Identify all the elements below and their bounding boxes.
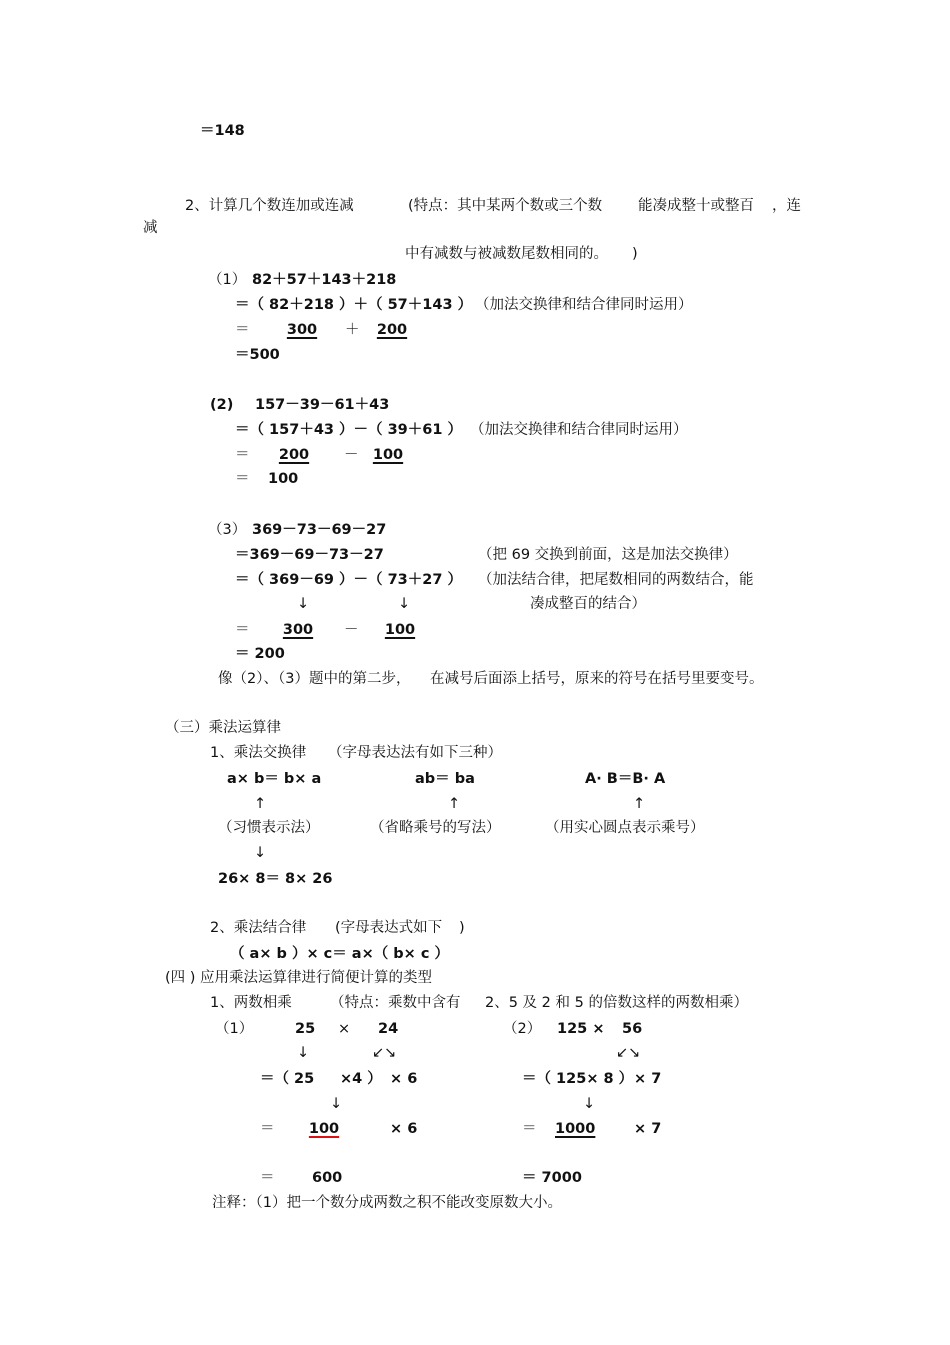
- text-line: （加法结合律，把尾数相同的两数结合，能: [478, 572, 754, 588]
- text-line: (字母表达式如下: [335, 920, 443, 936]
- text-line: ↙↘: [616, 1045, 641, 1061]
- text-line: ↓: [254, 845, 267, 861]
- text-line: ＝ 7000: [522, 1170, 582, 1186]
- text-line: （省略乘号的写法）: [370, 820, 501, 836]
- text-line: （2）: [503, 1021, 542, 1037]
- text-line: × 6: [390, 1121, 418, 1137]
- text-line: （加法交换律和结合律同时运用）: [470, 422, 688, 438]
- text-line: ↓: [330, 1096, 343, 1112]
- text-line: （特点：乘数中含有: [330, 995, 461, 1011]
- text-line: （习惯表示法）: [218, 820, 320, 836]
- text-line: 100: [372, 447, 404, 463]
- text-line: 2、5 及 2 和 5 的倍数这样的两数相乘）: [485, 995, 748, 1011]
- text-line: 200: [278, 447, 310, 463]
- text-line: ＝: [522, 1121, 537, 1137]
- text-line: 100: [308, 1121, 340, 1137]
- text-line: (特点：其中某两个数或三个数: [408, 198, 603, 214]
- text-line: ＝: [235, 447, 250, 463]
- text-line: ＝（ 25: [260, 1071, 315, 1087]
- text-line: ): [459, 920, 465, 936]
- text-line: （ a× b ）× c＝ a×（ b× c ）: [230, 946, 450, 962]
- text-line: ↓: [297, 596, 310, 612]
- text-line: 157－39－61＋43: [255, 397, 390, 413]
- text-line: ↑: [254, 796, 267, 812]
- text-line: （把 69 交换到前面，这是加法交换律）: [478, 547, 738, 563]
- text-line: ＝（ 125× 8 ）: [522, 1071, 634, 1087]
- text-line: －: [344, 447, 359, 463]
- text-line: 369－73－69－27: [252, 522, 387, 538]
- text-line: ＝500: [235, 347, 280, 363]
- text-line: × 6: [390, 1071, 418, 1087]
- text-line: 82＋57＋143＋218: [252, 272, 397, 288]
- text-line: 在减号后面添上括号，原来的符号在括号里要变号。: [430, 671, 764, 687]
- text-line: ＝ 200: [235, 646, 285, 662]
- text-line: 300: [286, 322, 318, 338]
- text-line: 125 ×: [557, 1021, 605, 1037]
- text-line: ×: [338, 1021, 351, 1037]
- text-line: －: [344, 622, 359, 638]
- text-line: 像（2）、（3）题中的第二步，: [218, 671, 411, 687]
- text-line: （字母表达法有如下三种）: [328, 745, 502, 761]
- text-line: ): [632, 246, 638, 262]
- text-line: （1）: [208, 272, 247, 288]
- text-line: ＝369－69－73－27: [235, 547, 384, 563]
- text-line: （用实心圆点表示乘号）: [545, 820, 705, 836]
- text-line: A· B＝B· A: [585, 771, 666, 787]
- text-line: ab＝ ba: [415, 771, 475, 787]
- text-line: ＝（ 157＋43 ）－（ 39＋61 ）: [235, 422, 462, 438]
- text-line: ＋: [345, 322, 360, 338]
- text-line: ＝（ 369－69 ）－（ 73＋27 ）: [235, 572, 462, 588]
- text-line: ＝: [235, 322, 250, 338]
- text-line: 200: [376, 322, 408, 338]
- text-line: ＝（ 82＋218 ）＋（ 57＋143 ）: [235, 297, 473, 313]
- text-line: ↑: [633, 796, 646, 812]
- text-line: ＝: [260, 1121, 275, 1137]
- text-line: 600: [312, 1170, 343, 1186]
- text-line: 26× 8＝ 8× 26: [218, 871, 333, 887]
- text-line: × 7: [634, 1121, 662, 1137]
- text-line: 25: [295, 1021, 316, 1037]
- text-line: 中有减数与被减数尾数相同的。: [405, 246, 608, 262]
- text-line: （3）: [208, 522, 247, 538]
- text-line: ＝148: [200, 123, 245, 139]
- text-line: (四 ) 应用乘法运算律进行简便计算的类型: [165, 970, 433, 986]
- text-line: 注释：（1）把一个数分成两数之积不能改变原数大小。: [212, 1195, 562, 1211]
- text-line: (2): [210, 397, 234, 413]
- text-line: 1、乘法交换律: [210, 745, 307, 761]
- text-line: ↓: [583, 1096, 596, 1112]
- text-line: a× b＝ b× a: [227, 771, 322, 787]
- text-line: 减: [143, 220, 158, 236]
- text-line: ，连: [772, 198, 801, 214]
- text-line: 100: [268, 471, 299, 487]
- text-line: 1000: [555, 1121, 596, 1137]
- text-line: ＝: [235, 622, 250, 638]
- text-line: 2、计算几个数连加或连减: [185, 198, 354, 214]
- text-line: ＝: [235, 471, 250, 487]
- text-line: ＝: [260, 1170, 275, 1186]
- text-line: （1）: [215, 1021, 254, 1037]
- text-line: ×4 ）: [340, 1071, 382, 1087]
- text-line: 300: [282, 622, 314, 638]
- text-line: 凑成整百的结合）: [530, 596, 646, 612]
- text-line: 1、两数相乘: [210, 995, 292, 1011]
- text-line: ↓: [297, 1045, 310, 1061]
- text-line: 2、乘法结合律: [210, 920, 307, 936]
- text-line: 100: [384, 622, 416, 638]
- text-line: 56: [622, 1021, 643, 1037]
- text-line: （三）乘法运算律: [165, 720, 281, 736]
- text-line: 24: [378, 1021, 399, 1037]
- text-line: ↙↘: [372, 1045, 397, 1061]
- text-line: ↓: [398, 596, 411, 612]
- text-line: 能凑成整十或整百: [638, 198, 754, 214]
- text-line: × 7: [634, 1071, 662, 1087]
- text-line: （加法交换律和结合律同时运用）: [475, 297, 693, 313]
- text-line: ↑: [448, 796, 461, 812]
